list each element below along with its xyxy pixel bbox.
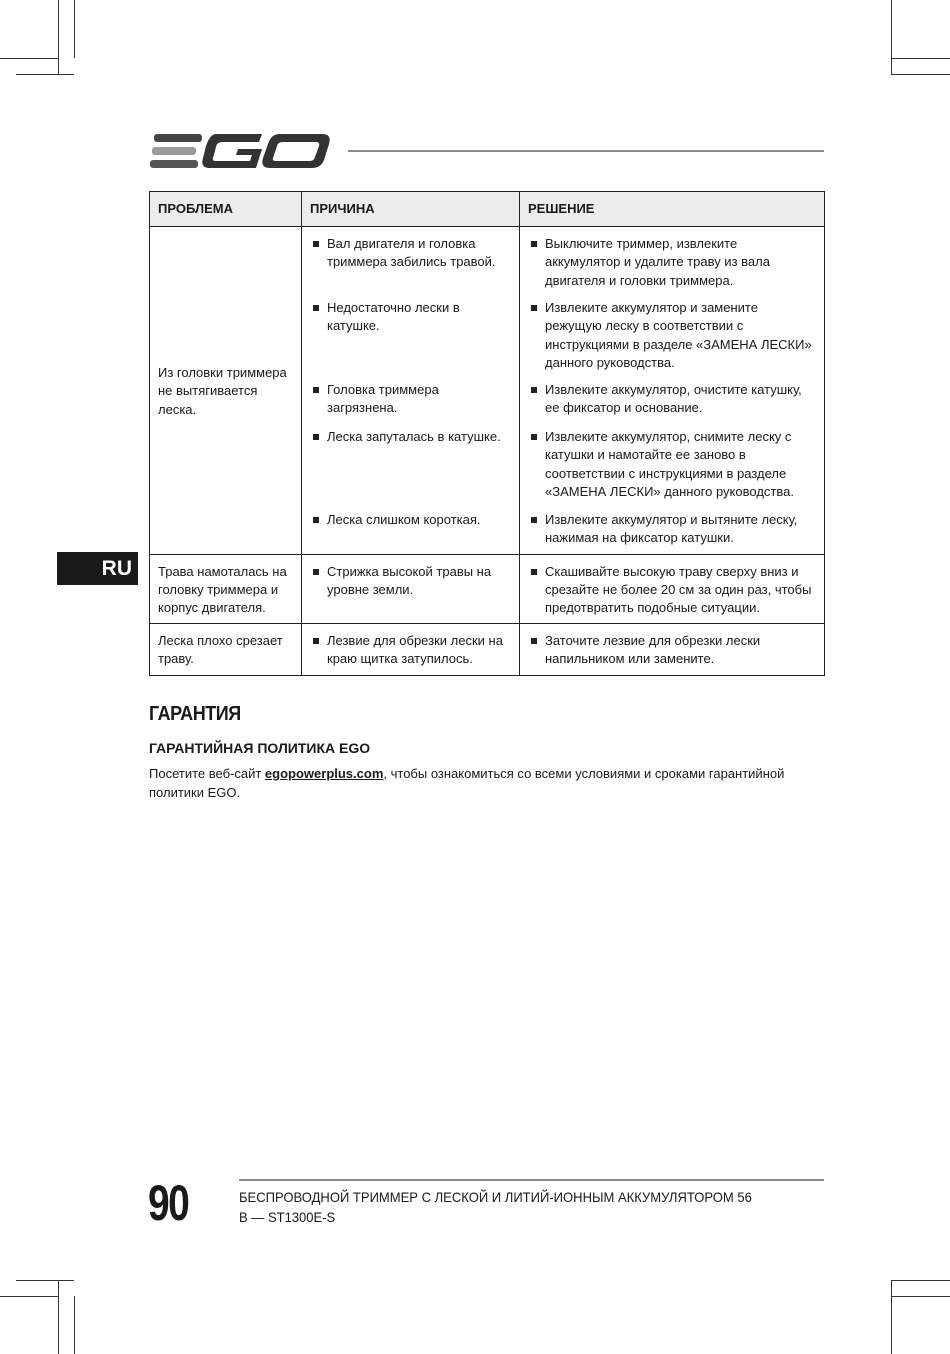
crop-mark xyxy=(0,58,58,59)
header-cause: ПРИЧИНА xyxy=(302,192,520,227)
cause-item xyxy=(310,632,511,668)
cause-text: Лезвие для обрезки лески на краю щитка затупилось. xyxy=(327,633,503,667)
warranty-link[interactable]: egopowerplus.com xyxy=(264,766,384,781)
solution-item xyxy=(528,511,816,547)
table-row xyxy=(150,227,825,554)
crop-mark xyxy=(0,1296,58,1297)
solution-item xyxy=(528,632,816,668)
solution-item xyxy=(528,563,816,618)
warranty-text-after: , чтобы ознакомиться со всеми условиями и сроками гарантийной политики EGO. xyxy=(149,766,785,800)
crop-mark xyxy=(58,0,59,74)
crop-mark xyxy=(891,58,950,59)
crop-mark xyxy=(891,1280,950,1281)
bullet-icon xyxy=(313,241,319,247)
solution-text: Выключите триммер, извлеките аккумулятор и удалите траву из вала двигателя и головки триммера. xyxy=(545,236,770,288)
bullet-icon xyxy=(531,517,537,523)
solution-text: Извлеките аккумулятор, очистите катушку, ее фиксатор и основание. xyxy=(545,382,802,416)
cause-text: Леска слишком короткая. xyxy=(327,512,481,528)
footer-rule xyxy=(239,1179,824,1181)
cause-item xyxy=(310,235,511,291)
crop-mark xyxy=(58,1280,59,1354)
problem-cell xyxy=(150,624,302,675)
crop-mark xyxy=(891,1280,892,1354)
cause-item xyxy=(310,563,511,599)
cause-text: Стрижка высокой травы на уровне земли. xyxy=(327,563,492,597)
bullet-icon xyxy=(531,305,537,311)
bullet-icon xyxy=(531,434,537,440)
table-row xyxy=(150,624,825,675)
solution-text: Извлеките аккумулятор и замените режущую леску в соответствии с инструкциями в разделе «ЗАМЕНА ЛЕСКИ» данного руководства. xyxy=(545,300,812,370)
table-row xyxy=(150,554,825,624)
cause-item xyxy=(310,511,511,529)
bullet-icon xyxy=(531,638,537,644)
cause-item xyxy=(310,299,511,371)
warranty-paragraph xyxy=(149,765,825,802)
header-rule xyxy=(348,150,824,152)
warranty-text-before: Посетите веб-сайт xyxy=(149,766,265,781)
cause-cell xyxy=(302,624,520,675)
solution-text: Скашивайте высокую траву сверху вниз и срезайте не более 20 см за один раз, чтобы предотвратить подобные ситуации. xyxy=(545,563,812,616)
problem-text: Трава намоталась на головку триммера и корпус двигателя. xyxy=(158,563,287,616)
page-number: 90 xyxy=(148,1175,189,1231)
crop-mark xyxy=(74,0,75,58)
solution-text: Извлеките аккумулятор и вытяните леску, нажимая на фиксатор катушки. xyxy=(545,512,798,546)
cause-text: Леска запуталась в катушке. xyxy=(327,429,501,445)
solution-cell xyxy=(520,227,825,554)
language-tab: RU xyxy=(57,552,138,585)
bullet-icon xyxy=(531,387,537,393)
problem-text: Леска плохо срезает траву. xyxy=(158,633,283,667)
table-header-row xyxy=(150,192,825,227)
bullet-icon xyxy=(313,305,319,311)
solution-item xyxy=(528,235,816,291)
footer-title: БЕСПРОВОДНОЙ ТРИММЕР С ЛЕСКОЙ И ЛИТИЙ-ИОННЫМ АККУМУЛЯТОРОМ 56 В — ST1300E-S xyxy=(239,1189,752,1225)
cause-item xyxy=(310,381,511,417)
bullet-icon xyxy=(313,434,319,440)
solution-text: Извлеките аккумулятор, снимите леску с катушки и намотайте ее заново в соответствии с инструкциями в разделе «ЗАМЕНА ЛЕСКИ» данного руководства. xyxy=(545,429,794,499)
crop-mark xyxy=(891,1296,950,1297)
cause-text: Недостаточно лески в катушке. xyxy=(327,300,460,334)
header-problem: ПРОБЛЕМА xyxy=(150,192,302,227)
crop-mark xyxy=(74,1296,75,1354)
bullet-icon xyxy=(313,569,319,575)
troubleshooting-table xyxy=(149,191,825,676)
bullet-icon xyxy=(531,569,537,575)
solution-cell xyxy=(520,554,825,624)
cause-cell xyxy=(302,554,520,624)
solution-text: Заточите лезвие для обрезки лески напильником или замените. xyxy=(545,633,761,667)
cause-item xyxy=(310,428,511,500)
cause-cell xyxy=(302,227,520,554)
problem-cell xyxy=(150,554,302,624)
problem-cell xyxy=(150,227,302,554)
warranty-heading: ГАРАНТИЯ xyxy=(149,703,241,725)
crop-mark xyxy=(16,1280,74,1281)
solution-item xyxy=(528,381,816,417)
bullet-icon xyxy=(313,638,319,644)
bullet-icon xyxy=(531,241,537,247)
crop-mark xyxy=(891,74,950,75)
bullet-icon xyxy=(313,387,319,393)
crop-mark xyxy=(891,0,892,74)
solution-cell xyxy=(520,624,825,675)
cause-text: Вал двигателя и головка триммера забились травой. xyxy=(327,236,496,270)
solution-item xyxy=(528,428,816,500)
cause-text: Головка триммера загрязнена. xyxy=(327,382,439,416)
solution-item xyxy=(528,299,816,371)
header-solution: РЕШЕНИЕ xyxy=(520,192,825,227)
bullet-icon xyxy=(313,517,319,523)
crop-mark xyxy=(16,74,74,75)
ego-logo xyxy=(150,130,332,172)
warranty-subheading: ГАРАНТИЙНАЯ ПОЛИТИКА EGO xyxy=(149,740,371,756)
problem-text: Из головки триммера не вытягивается леска. xyxy=(158,365,287,417)
